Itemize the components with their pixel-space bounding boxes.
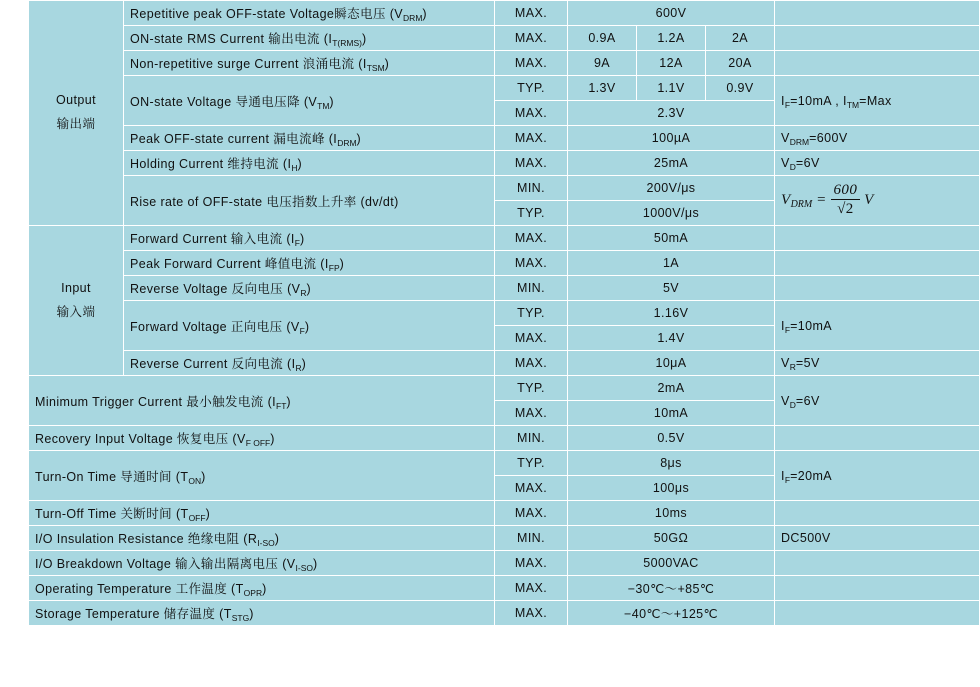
note-cell: [775, 1, 980, 26]
value-cell-1: 1.3V: [568, 76, 637, 101]
formula-denominator: √2: [837, 201, 854, 218]
note-text-end: =10mA: [790, 318, 833, 333]
param-subscript: FT: [276, 400, 287, 411]
condition-cell: MAX.: [495, 401, 568, 426]
table-row: [29, 151, 980, 176]
value-cell: 10ms: [568, 501, 775, 526]
param-text: I/O Insulation Resistance 绝缘电阻 (R: [35, 532, 258, 546]
param-subscript: R: [300, 288, 307, 298]
note-text-end: =6V: [795, 156, 820, 170]
note-subscript-1: F: [784, 99, 791, 110]
param-tail: ): [339, 257, 345, 271]
table-row: [29, 351, 980, 376]
param-subscript: F: [294, 238, 300, 248]
parameter-name: [124, 26, 495, 51]
param-tail: ): [422, 7, 427, 21]
note-text: I: [781, 318, 785, 333]
note-cell-formula: [775, 176, 980, 226]
param-tail: ): [301, 357, 307, 371]
note-text-end: =6V: [795, 393, 820, 408]
note-text-end: =Max: [859, 93, 892, 108]
parameter-name: [29, 576, 495, 601]
value-cell: 5000VAC: [568, 551, 775, 576]
param-subscript: OFF: [188, 513, 206, 523]
condition-cell: TYP.: [495, 201, 568, 226]
note-text: V: [781, 356, 790, 370]
param-text: I/O Breakdown Voltage 输入输出隔离电压 (V: [35, 557, 296, 571]
param-subscript: DRM: [403, 13, 423, 23]
value-cell: 100µA: [568, 126, 775, 151]
condition-cell: MAX.: [495, 576, 568, 601]
param-text: Reverse Current 反向电流 (I: [130, 357, 296, 371]
note-subscript: D: [789, 399, 796, 410]
note-text-end: =20mA: [790, 468, 833, 483]
value-cell: 10μA: [568, 351, 775, 376]
section-output-cn: 输出端: [56, 117, 96, 131]
note-cell: [775, 576, 980, 601]
parameter-name: [124, 276, 495, 301]
value-cell: 25mA: [568, 151, 775, 176]
param-subscript: F: [299, 325, 305, 336]
param-subscript: R: [295, 363, 302, 373]
param-subscript: F OFF: [245, 438, 271, 448]
condition-cell: TYP.: [495, 451, 568, 476]
value-cell: 1A: [568, 251, 775, 276]
note-text: I: [781, 468, 785, 483]
table-row: [29, 226, 980, 251]
value-cell: 600V: [568, 1, 775, 26]
condition-cell: MAX.: [495, 476, 568, 501]
specification-table: [28, 0, 980, 626]
parameter-name: [29, 551, 495, 576]
section-input-cn: 输入端: [56, 304, 96, 319]
note-subscript-2: TM: [846, 99, 860, 110]
table-row: [29, 276, 980, 301]
parameter-name: [124, 76, 495, 126]
note-cell: [775, 376, 980, 426]
parameter-name: [124, 51, 495, 76]
table-row: [29, 1, 980, 26]
value-cell: 2mA: [568, 376, 775, 401]
value-cell-3: 20A: [706, 51, 775, 76]
note-cell: [775, 151, 980, 176]
param-tail: ): [249, 607, 254, 621]
value-cell-2: 1.2A: [637, 26, 706, 51]
table-row: [29, 501, 980, 526]
param-tail: ): [304, 319, 310, 334]
condition-cell: MAX.: [495, 501, 568, 526]
parameter-name: [29, 426, 495, 451]
condition-cell: MAX.: [495, 226, 568, 251]
note-cell: [775, 51, 980, 76]
condition-cell: MAX.: [495, 26, 568, 51]
param-text: Recovery Input Voltage 恢复电压 (V: [35, 432, 246, 446]
param-tail: ): [384, 57, 390, 71]
condition-cell: MAX.: [495, 326, 568, 351]
table-row: [29, 76, 980, 101]
table-row: [29, 176, 980, 201]
note-subscript: DRM: [789, 137, 810, 147]
value-cell: 5V: [568, 276, 775, 301]
value-cell: 0.5V: [568, 426, 775, 451]
condition-cell: MIN.: [495, 276, 568, 301]
param-text: Non-repetitive surge Current 浪涌电流 (I: [130, 57, 367, 71]
value-cell: 1000V/μs: [568, 201, 775, 226]
condition-cell: MAX.: [495, 101, 568, 126]
param-text: Storage Temperature 储存温度 (T: [35, 607, 232, 621]
value-cell: 8μs: [568, 451, 775, 476]
param-text: ON-state Voltage 导通电压降 (V: [130, 94, 318, 109]
table-row: [29, 451, 980, 476]
note-subscript: D: [789, 162, 796, 172]
table-row: [29, 426, 980, 451]
param-text: Reverse Voltage 反向电压 (V: [130, 282, 301, 296]
table-row: [29, 576, 980, 601]
parameter-name: [124, 226, 495, 251]
value-cell: 2.3V: [568, 101, 775, 126]
value-cell: 1.16V: [568, 301, 775, 326]
note-cell: [775, 126, 980, 151]
condition-cell: MIN.: [495, 176, 568, 201]
table-row: [29, 376, 980, 401]
condition-cell: TYP.: [495, 301, 568, 326]
value-cell: 50mA: [568, 226, 775, 251]
note-subscript: F: [784, 474, 791, 485]
formula-unit: V: [864, 191, 874, 208]
condition-cell: MAX.: [495, 351, 568, 376]
param-tail: ): [361, 32, 367, 46]
param-subscript: FP: [328, 263, 340, 273]
value-cell-1: 9A: [568, 51, 637, 76]
condition-cell: TYP.: [495, 76, 568, 101]
formula-lead: V: [781, 191, 791, 208]
note-cell: [775, 251, 980, 276]
note-cell: [775, 76, 980, 126]
note-cell: [775, 451, 980, 501]
param-subscript: TM: [317, 100, 330, 111]
parameter-name: Rise rate of OFF-state 电压指数上升率 (dv/dt): [124, 176, 495, 226]
param-text: Forward Voltage 正向电压 (V: [130, 319, 300, 334]
param-tail: ): [286, 394, 291, 409]
parameter-name: [29, 601, 495, 626]
parameter-name: [29, 451, 495, 501]
condition-cell: MAX.: [495, 1, 568, 26]
condition-cell: MAX.: [495, 126, 568, 151]
condition-cell: TYP.: [495, 376, 568, 401]
value-cell: 100μs: [568, 476, 775, 501]
param-tail: ): [313, 557, 318, 571]
param-tail: ): [201, 469, 206, 484]
note-text-end: =600V: [809, 131, 848, 145]
table-row: [29, 526, 980, 551]
note-text-end: =5V: [795, 356, 820, 370]
formula-numerator: 600: [831, 182, 861, 200]
param-subscript: TSM: [366, 63, 385, 73]
parameter-name: [29, 501, 495, 526]
param-tail: ): [262, 582, 267, 596]
note-text: V: [781, 131, 790, 145]
parameter-name: [29, 376, 495, 426]
note-text: V: [781, 156, 790, 170]
table-row: [29, 251, 980, 276]
note-cell: [775, 226, 980, 251]
formula-equals: =: [816, 191, 827, 208]
param-subscript: I-SO: [295, 563, 313, 573]
note-text: V: [781, 393, 790, 408]
section-output-en: Output: [56, 93, 96, 108]
note-cell: [775, 551, 980, 576]
param-text: Peak OFF-state current 漏电流峰 (I: [130, 132, 338, 146]
note-cell: [775, 426, 980, 451]
parameter-name: [124, 301, 495, 351]
param-tail: ): [306, 282, 312, 296]
value-cell: −30℃～+85℃: [568, 576, 775, 601]
param-text: Repetitive peak OFF-state Voltage瞬态电压 (V: [130, 7, 404, 21]
value-cell: 1.4V: [568, 326, 775, 351]
note-cell: DC500V: [775, 526, 980, 551]
param-text: Minimum Trigger Current 最小触发电流 (I: [35, 394, 277, 409]
param-text: Holding Current 维持电流 (I: [130, 157, 292, 171]
table-row: [29, 126, 980, 151]
value-cell: 10mA: [568, 401, 775, 426]
table-row: [29, 301, 980, 326]
param-text: Operating Temperature 工作温度 (T: [35, 582, 244, 596]
param-tail: ): [356, 132, 362, 146]
parameter-name: [124, 126, 495, 151]
value-cell-2: 1.1V: [637, 76, 706, 101]
table-row: [29, 51, 980, 76]
section-label-input: [29, 226, 124, 376]
parameter-name: [124, 251, 495, 276]
param-text: Peak Forward Current 峰值电流 (I: [130, 257, 329, 271]
condition-cell: MIN.: [495, 526, 568, 551]
note-cell: [775, 351, 980, 376]
param-text: Turn-Off Time 关断时间 (T: [35, 507, 189, 521]
param-text: Turn-On Time 导通时间 (T: [35, 469, 189, 484]
note-text: I: [781, 93, 785, 108]
value-cell: 200V/μs: [568, 176, 775, 201]
param-tail: ): [329, 94, 334, 109]
note-cell: [775, 501, 980, 526]
condition-cell: MAX.: [495, 151, 568, 176]
param-text: Forward Current 输入电流 (I: [130, 232, 295, 246]
table-row: [29, 601, 980, 626]
note-cell: [775, 601, 980, 626]
param-subscript: DRM: [337, 138, 357, 148]
table-row: [29, 26, 980, 51]
condition-cell: MAX.: [495, 551, 568, 576]
parameter-name: [124, 1, 495, 26]
formula-subscript: DRM: [790, 198, 813, 210]
param-tail: ): [297, 157, 303, 171]
note-subscript: R: [789, 362, 796, 372]
condition-cell: MAX.: [495, 51, 568, 76]
parameter-name: [124, 151, 495, 176]
value-cell: −40℃～+125℃: [568, 601, 775, 626]
value-cell: 50GΩ: [568, 526, 775, 551]
value-cell-3: 0.9V: [706, 76, 775, 101]
table-row: [29, 551, 980, 576]
param-tail: ): [270, 432, 275, 446]
formula-symbol: [781, 192, 812, 208]
note-cell: [775, 26, 980, 51]
note-subscript: F: [784, 324, 791, 335]
parameter-name: [29, 526, 495, 551]
value-cell-1: 0.9A: [568, 26, 637, 51]
value-cell-3: 2A: [706, 26, 775, 51]
note-cell: [775, 276, 980, 301]
note-text-mid: =10mA , I: [790, 93, 847, 108]
param-tail: ): [274, 532, 280, 546]
section-label-output: [29, 1, 124, 226]
condition-cell: MAX.: [495, 251, 568, 276]
value-cell-2: 12A: [637, 51, 706, 76]
param-subscript: H: [291, 163, 298, 173]
param-subscript: OPR: [243, 588, 263, 598]
param-subscript: ON: [188, 475, 202, 486]
param-subscript: T(RMS): [332, 38, 362, 48]
param-subscript: I-SO: [257, 538, 275, 548]
section-input-en: Input: [61, 280, 91, 295]
param-tail: ): [299, 232, 305, 246]
condition-cell: MAX.: [495, 601, 568, 626]
condition-cell: MIN.: [495, 426, 568, 451]
param-text: ON-state RMS Current 输出电流 (I: [130, 32, 333, 46]
parameter-name: [124, 351, 495, 376]
param-subscript: STG: [231, 613, 250, 623]
param-tail: ): [205, 507, 211, 521]
formula-fraction: [831, 182, 861, 219]
note-cell: [775, 301, 980, 351]
